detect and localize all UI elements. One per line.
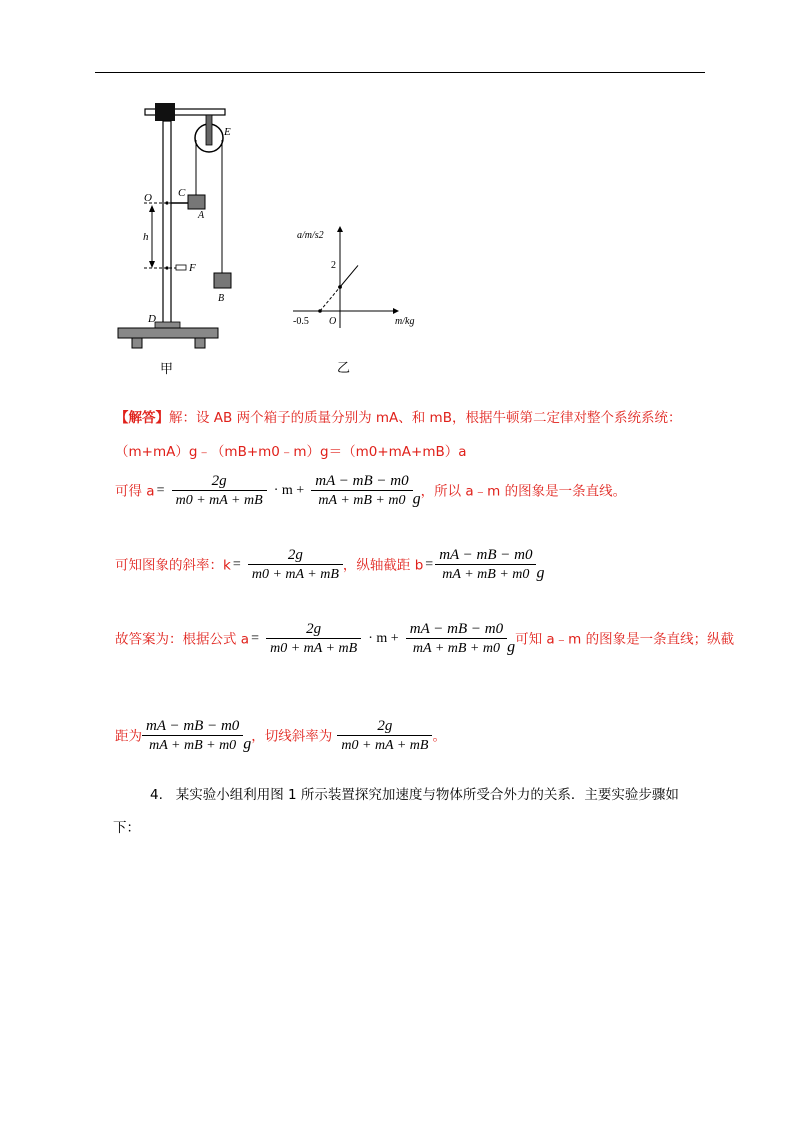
answer-text-1: 解：设 AB 两个箱子的质量分别为 mA、和 mB，根据牛顿第二定律对整个系统系统： [169,410,682,426]
fraction-intercept [435,546,536,584]
question-text: 某实验小组利用图 1 所示装置探究加速度与物体所受合外力的关系．主要实验步骤如 [175,787,679,803]
data-point [338,285,342,289]
dot-m: · m + [273,483,305,498]
answer-line-3 [115,472,626,510]
series-line-1 [340,265,358,287]
caption-jia: 甲 [160,362,174,377]
question-4-cont: 下： [113,820,140,836]
answer-heading: 【解答】 [115,410,169,426]
fraction-slope [266,620,361,658]
label-F: F [189,262,196,274]
frac-den: m0 + mA + mB [337,735,432,755]
frac-num: mA − mB − m0 [439,547,533,563]
fraction-slope [172,472,267,510]
fraction-slope [248,546,343,584]
answer-line-6 [115,717,446,755]
answer-line-1 [115,406,681,426]
x-intercept-label: -0.5 [293,316,309,327]
line6-suffix: 。 [432,728,446,745]
g-symbol: g [507,638,516,656]
origin-label: O [329,316,337,327]
data-point [318,309,322,313]
label-O: O [144,192,152,204]
answer-line-2: （m+mA）g﹣（mB+m0﹣m）g＝（m0+mA+mB）a [115,444,467,460]
g-symbol: g [412,490,421,508]
frac-den: m0 + mA + mB [172,490,267,510]
label-A: A [198,210,205,221]
header-rule [95,72,705,73]
fraction-intercept [142,717,243,755]
label-E: E [224,126,231,138]
eq-sign: = [425,557,434,572]
y-axis-label: a/m/s2 [297,230,324,241]
line3-suffix: ，所以 a﹣m 的图象是一条直线。 [420,483,627,500]
frac-num: 2g [287,547,303,563]
frac-den: m0 + mA + mB [248,564,343,584]
eq-sign: = [251,631,259,646]
line4-mid: ，纵轴截距 b [342,557,424,574]
line6-mid: ，切线斜率为 [251,728,333,745]
label-D: D [148,313,156,325]
line3-prefix: 可得 a [115,483,155,500]
label-C: C [178,187,186,199]
eq-sign: = [156,483,165,498]
fraction-slope [337,717,432,755]
figure-yi-chart [285,220,435,380]
eq-sign: = [232,557,241,572]
x-axis-label: m/kg [395,316,415,327]
label-B: B [218,293,225,304]
fraction-intercept [311,472,412,510]
dot-m: · m + [368,631,399,646]
g-symbol: g [243,735,252,753]
label-h: h [143,231,149,243]
frac-num: 2g [377,718,393,734]
frac-num: 2g [306,621,322,637]
line6-prefix: 距为 [115,728,142,745]
frac-num: 2g [211,473,227,489]
answer-line-4 [115,546,544,584]
frac-num: mA − mB − m0 [409,621,504,637]
question-4 [150,783,679,803]
g-symbol: g [536,564,545,582]
question-number: 4. [150,787,163,803]
frac-den: mA + mB + m0 [435,564,536,584]
line5-prefix: 故答案为：根据公式 a [115,631,250,648]
caption-yi: 乙 [337,361,351,376]
figure-jia [110,95,240,385]
series-line-0 [320,287,340,311]
frac-den: mA + mB + m0 [311,490,412,510]
frac-den: m0 + mA + mB [266,638,361,658]
fraction-intercept [406,620,507,658]
answer-line-5 [115,620,734,658]
frac-num: mA − mB − m0 [146,718,240,734]
y-intercept-label: 2 [331,260,336,271]
line4-prefix: 可知图象的斜率：k [115,557,231,574]
frac-den: mA + mB + m0 [142,735,243,755]
line5-suffix: 可知 a﹣m 的图象是一条直线；纵截 [515,631,735,648]
frac-den: mA + mB + m0 [406,638,507,658]
frac-num: mA − mB − m0 [315,473,409,489]
